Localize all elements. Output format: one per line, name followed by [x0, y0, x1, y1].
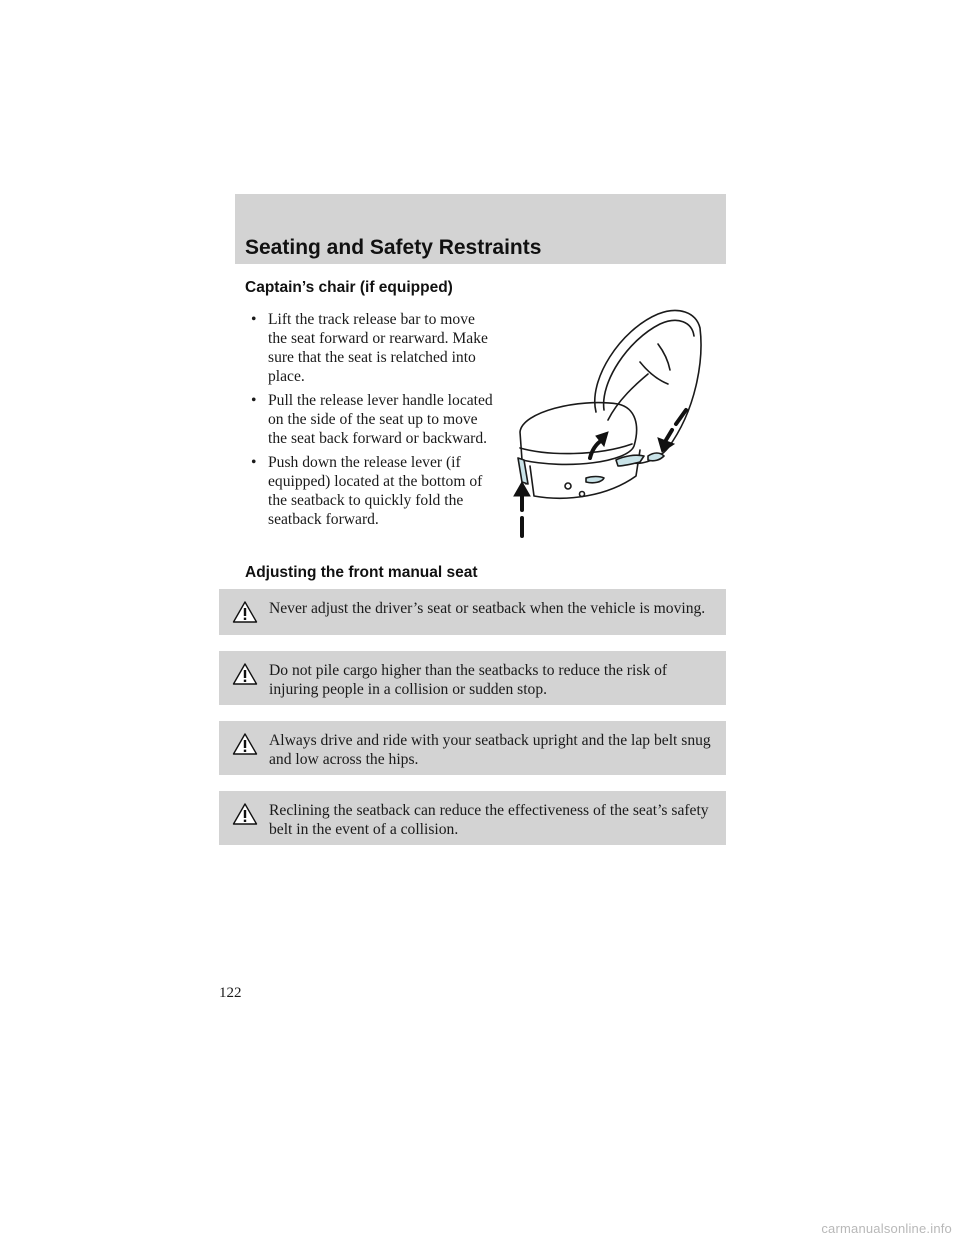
list-item [245, 453, 495, 529]
bullet-icon: • [251, 311, 257, 328]
warning-text: Do not pile cargo higher than the seatbacks to reduce the risk of injuring people in a collision or sudden stop. [269, 662, 668, 698]
list-item [245, 310, 495, 386]
captains-chair-heading: Captain’s chair (if equipped) [245, 279, 453, 296]
warning-triangle-icon [232, 732, 258, 756]
bullet-text: Lift the track release bar to move the seat forward or rearward. Make sure that the seat is relatched into place. [268, 311, 488, 385]
warning-box [219, 721, 726, 775]
bullet-text: Push down the release lever (if equipped) located at the bottom of the seatback to quickly fold the seatback forward. [268, 454, 483, 528]
watermark: carmanualsonline.info [821, 1221, 952, 1236]
section-title: Seating and Safety Restraints [245, 236, 542, 259]
bullet-icon: • [251, 454, 257, 471]
page-number: 122 [219, 985, 242, 1001]
bullet-text: Pull the release lever handle located on the side of the seat up to move the seat back forward or backward. [268, 392, 493, 447]
warnings-list [219, 589, 726, 861]
warning-box [219, 791, 726, 845]
warning-triangle-icon [232, 802, 258, 826]
warning-text: Reclining the seatback can reduce the effectiveness of the seat’s safety belt in the event of a collision. [269, 802, 709, 838]
warning-triangle-icon [232, 662, 258, 686]
front-manual-seat-heading: Adjusting the front manual seat [245, 564, 478, 581]
warning-box [219, 589, 726, 635]
list-item [245, 391, 495, 448]
warning-text: Always drive and ride with your seatback upright and the lap belt snug and low across the hips. [269, 732, 711, 768]
warning-box [219, 651, 726, 705]
captains-chair-illustration [508, 300, 723, 540]
warning-text: Never adjust the driver’s seat or seatback when the vehicle is moving. [269, 600, 706, 617]
section-header-band [235, 194, 726, 264]
captains-chair-instructions [245, 310, 495, 534]
bullet-icon: • [251, 392, 257, 409]
warning-triangle-icon [232, 600, 258, 624]
